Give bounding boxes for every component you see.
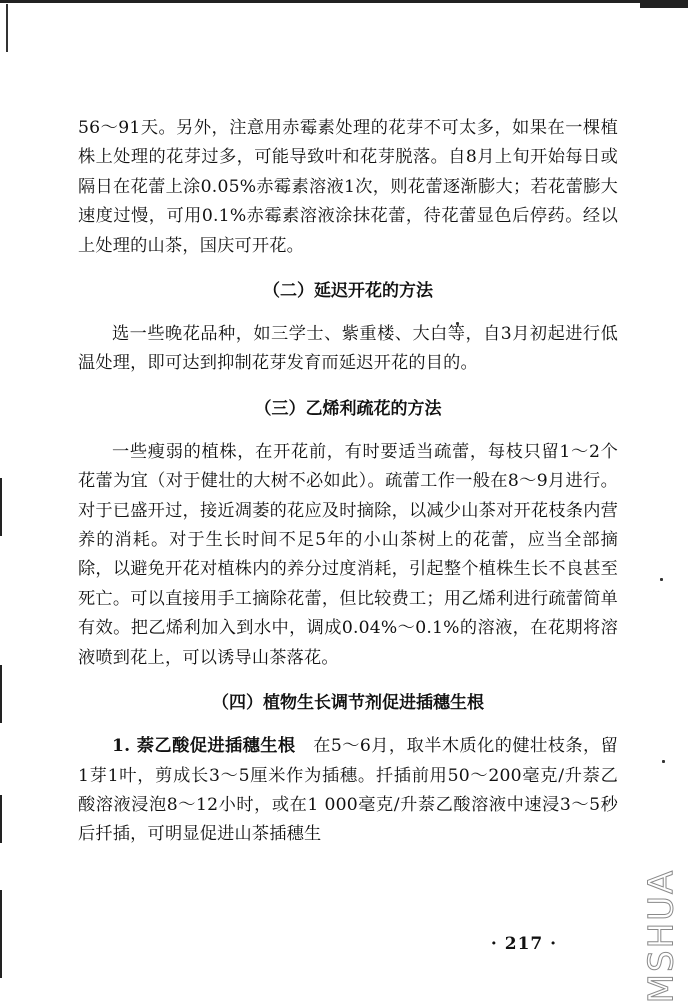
section-heading-delay-flowering: （二）延迟开花的方法 <box>263 281 433 302</box>
subheading-naa: 1. 萘乙酸促进插穗生根 <box>112 736 296 757</box>
paragraph-naa-rooting <box>78 732 618 850</box>
scan-edge-mark <box>0 795 2 843</box>
paragraph-delay-flowering: 选一些晚花品种，如三学士、紫重楼、大白等，自3月初起进行低温处理，即可达到抑制花芽发育而延迟开花的目的。 <box>78 324 618 374</box>
scan-speck <box>660 578 663 581</box>
paragraph-gibberellin-continued: 56～91天。另外，注意用赤霉素处理的花芽不可太多，如果在一棵植株上处理的花芽过多，可能导致叶和花芽脱落。自8月上旬开始每日或隔日在花蕾上涂0.05%赤霉素溶液1次，则花蕾逐渐膨大；若花蕾膨大速度过慢，可用0.1%赤霉素溶液涂抹花蕾，待花蕾显色后停药。经以上处理的山茶，国庆可开花。 <box>78 118 618 256</box>
page-number: · 217 · <box>490 934 558 954</box>
section-heading-ethephon-thinning: （三）乙烯利疏花的方法 <box>254 398 442 419</box>
scan-edge-mark <box>0 890 2 978</box>
paragraph-ethephon-thinning: 一些瘦弱的植株，在开花前，有时要适当疏蕾，每枝只留1～2个花蕾为宜（对于健壮的大树不必如此）。疏蕾工作一般在8～9月进行。对于已盛开过，接近凋萎的花应及时摘除，以减少山茶对开花枝条内营养的消耗。对于生长时间不足5年的小山茶树上的花蕾，应当全部摘除，以避免开花对植株内的养分过度消耗，引起整个植株生长不良甚至死亡。可以直接用手工摘除花蕾，但比较费工；用乙烯利进行疏蕾简单有效。把乙烯利加入到水中，调成0.04%～0.1%的溶液，在花期将溶液喷到花上，可以诱导山茶落花。 <box>78 441 618 668</box>
top-border-mark <box>640 0 688 8</box>
scan-edge-mark <box>0 665 2 723</box>
top-border-line <box>0 0 688 3</box>
watermark <box>634 870 688 1001</box>
scan-speck <box>662 760 665 763</box>
watermark-text: MSHUA <box>641 868 682 1003</box>
page-body <box>78 114 618 850</box>
scan-edge-mark <box>6 4 8 52</box>
section-heading-cutting-rooting: （四）植物生长调节剂促进插穗生根 <box>212 693 484 714</box>
scan-edge-mark <box>0 478 2 536</box>
paragraph-naa-text: 在5～6月，取半木质化的健壮枝条，留1芽1叶，剪成长3～5厘米作为插穗。扦插前用50～200毫克/升萘乙酸溶液浸泡8～12小时，或在1 000毫克/升萘乙酸溶液中速浸3～5秒后扦插，可明显促进山茶插穗生 <box>78 736 619 845</box>
